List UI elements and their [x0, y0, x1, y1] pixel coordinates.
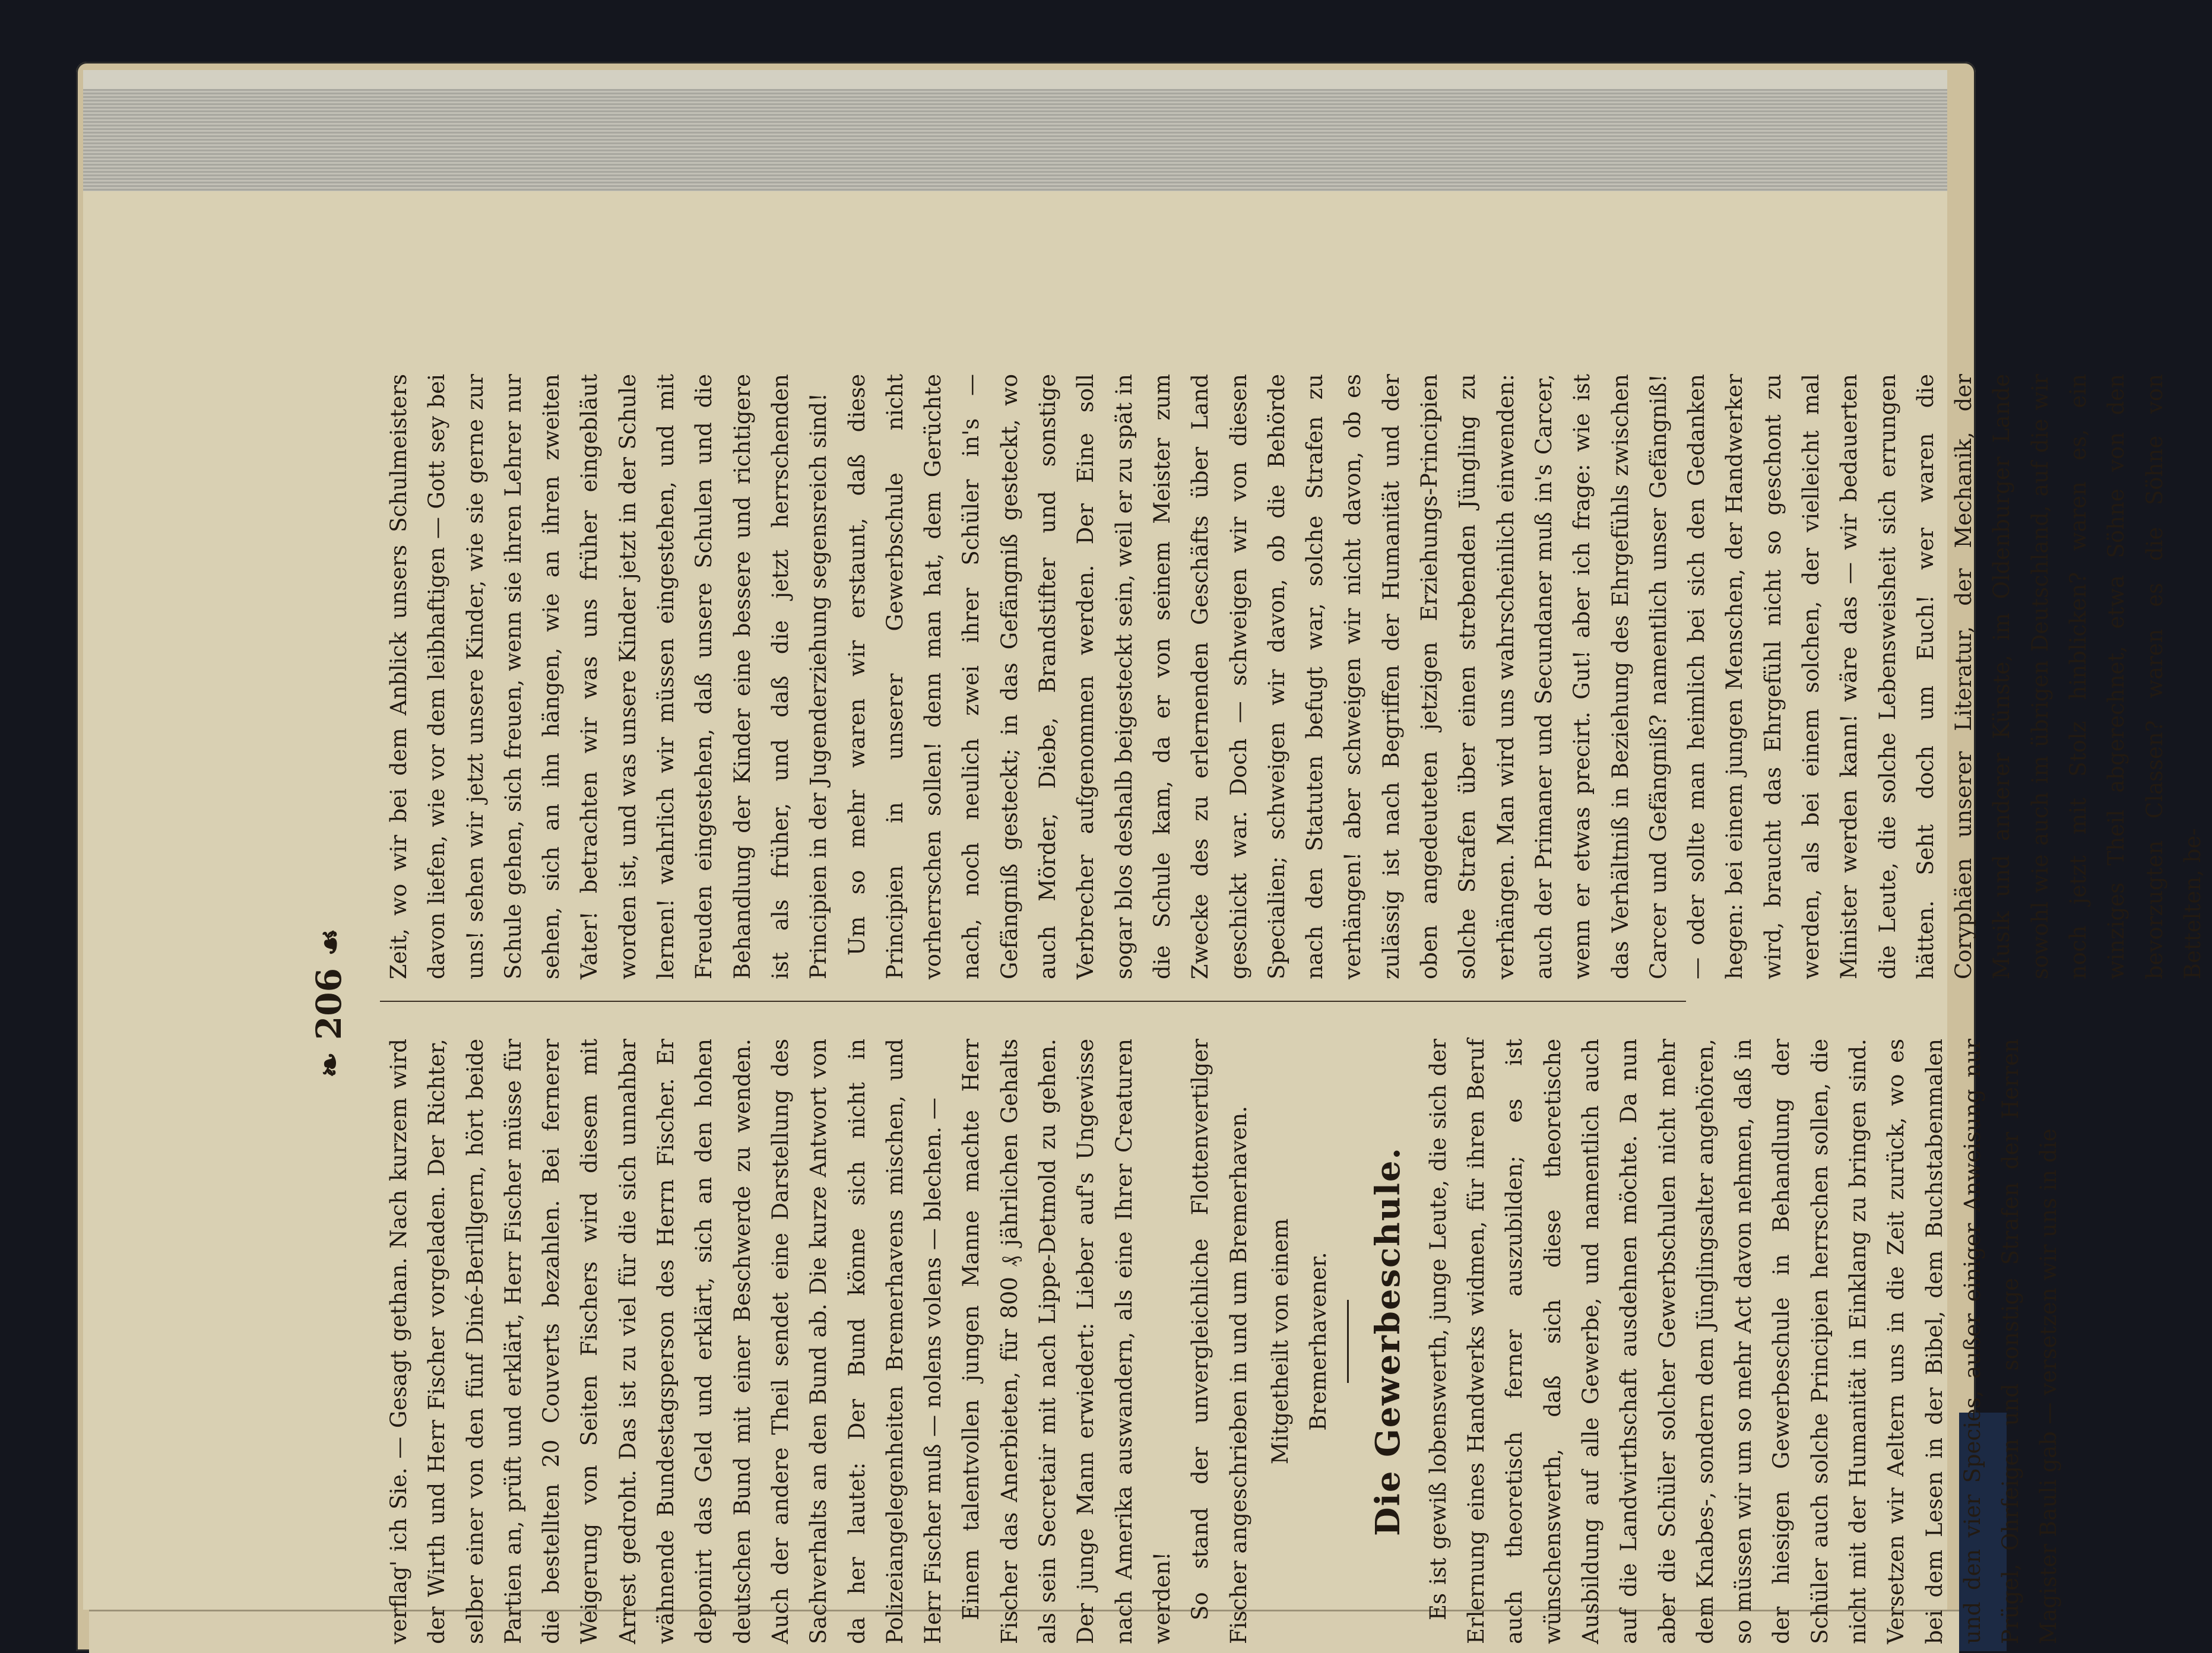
ornament-right: ☙	[312, 928, 348, 956]
page-number: 206	[309, 967, 349, 1040]
page-edges	[83, 89, 1947, 193]
paragraph: So stand der unvergleichliche Flottenvertilger Fischer angeschrieben in und um Bremerhaven.	[1187, 1039, 1251, 1644]
rotated-text-block	[309, 362, 2205, 1644]
page-header	[309, 928, 349, 1078]
paragraph: verflag' ich Sie. — Gesagt gethan. Nach kurzem wird der Wirth und Herr Fischer vorgeladen. Der Richter, selber einer von den fünf Diné-Berillgern, hört beide Partien an, prüft und erklärt, Herr Fischer müsse für die bestellten 20 Couverts bezahlen. Bei fernerer Weigerung von Seiten Fischers wird diesem mit Arrest gedroht. Das ist zu viel für die sich unnahbar wähnende Bundestagsperson des Herrn Fischer. Er deponirt das Geld und erklärt, sich an den hohen deutschen Bund mit einer Beschwerde zu wenden. Auch der andere Theil sendet eine Darstellung des Sachverhalts an den Bund ab. Die kurze Antwort von da her lautet: Der Bund könne sich nicht in Polizeiangelegenheiten Bremerhavens mischen, und Herr Fischer muß — nolens volens — blechen. —	[386, 1039, 946, 1644]
paragraph: Um so mehr waren wir erstaunt, daß diese Principien in unserer Gewerbschule nicht vorherrschen sollen! denn man hat, dem Gerüchte nach, noch neulich zwei ihrer Schüler in's — Gefängniß gesteckt; in das Gefängniß gesteckt, wo auch Mörder, Diebe, Brandstifter und sonstige Verbrecher aufgenommen werden. Der Eine soll sogar blos deshalb beigesteckt sein, weil er zu spät in die Schule kam, da er von seinem Meister zum Zwecke des zu erlernenden Geschäfts über Land geschickt war. Doch — schweigen wir von diesen Specialien; schweigen wir davon, ob die Behörde nach den Statuten befugt war, solche Strafen zu verhängen! aber schweigen wir nicht davon, ob es zulässig ist nach Begriffen der Humanität und der oben angedeuteten jetzigen Erziehungs-Principien solche Strafen über einen strebenden Jüngling zu verhängen. Man wird uns wahrscheinlich einwenden: auch der Primaner und Secundaner muß in's Carcer, wenn er etwas precirt. Gut! aber ich frage: wie ist das Verhältniß in Beziehung des Ehrgefühls zwischen Carcer und Gefängniß? namentlich unser Gefängniß! — oder sollte man heimlich bei sich den Gedanken hegen: bei einem jungen Menschen, der Handwerker wird, braucht das Ehrgefühl nicht so geschont zu werden, als bei einem solchen, der vielleicht mal Minister werden kann! wäre das — wir bedauerten die Leute, die solche Lebensweisheit sich errungen hätten. Seht doch um Euch! wer waren die Coryphäen unserer Literatur, der Mechanik, der Musik und anderer Künste, im Oldenburger Lande sowohl wie auch im übrigen Deutschland, auf die wir noch jetzt mit Stolz hinblicken? waren es, ein winziges Theil abgerechnet, etwa Söhne von den bevorzugten Classen? waren es die Söhne von Bettelten, be-	[844, 374, 2205, 979]
ornament-left: ❧	[312, 1052, 348, 1078]
left-column	[380, 1039, 2068, 1644]
paragraph: Es ist gewiß lobenswerth, junge Leute, die sich der Erlernung eines Handwerks widmen, für ihren Beruf auch theoretisch ferner auszubilden; es ist wünschenswerth, daß sich diese theoretische Ausbildung auf alle Gewerbe, und namentlich auch auf die Landwirthschaft ausdehnen möchte. Da nun aber die Schüler solcher Gewerbschulen nicht mehr dem Knabes-, sondern dem Jünglingsalter angehören, so müssen wir um so mehr Act davon nehmen, daß in der hiesigen Gewerbeschule in Behandlung der Schüler auch solche Principien herrschen sollen, die nicht mit der Humanität in Einklang zu bringen sind. Versetzen wir Aeltern uns in die Zeit zurück, wo es bei dem Lesen in der Bibel, dem Buchstabenmalen und den vier Species, außer einiger Anweisung nur Prügel, Ohrfeigen und sonstige Strafen der Herren Magister Bauli gab — versetzen wir uns in die	[1425, 1039, 2062, 1644]
paragraph: Zeit, wo wir bei dem Anblick unsers Schulmeisters davon liefen, wie vor dem leibhaftigen — Gott sey bei uns! sehen wir jetzt unsere Kinder, wie sie gerne zur Schule gehen, sich freuen, wenn sie ihren Lehrer nur sehen, sich an ihn hängen, wie an ihren zweiten Vater! betrachten wir was uns früher eingebläut worden ist, und was unsere Kinder jetzt in der Schule lernen! wahrlich wir müssen eingestehen, und mit Freuden eingestehen, daß unsere Schulen und die Behandlung der Kinder eine bessere und richtigere ist als früher, und daß die jetzt herrschenden Principien in der Jugenderziehung segensreich sind!	[386, 374, 832, 979]
paragraph: Einem talentvollen jungen Manne machte Herr Fischer das Anerbieten, für 800 ₰ jährlichen Gehalts als sein Secretair mit nach Lippe-Detmold zu gehen. Der junge Mann erwiedert: Lieber auf's Ungewisse nach Amerika auswandern, als eine Ihrer Creaturen werden!	[958, 1039, 1175, 1644]
column-divider	[380, 1001, 1686, 1002]
right-column	[380, 374, 2212, 979]
section-title: Die Gewerbeschule.	[1368, 1147, 1408, 1536]
attribution-line-1: Mitgetheilt von einem	[1267, 1218, 1293, 1465]
attribution-line-2: Bremerhavener.	[1305, 1252, 1332, 1431]
divider-rule	[1347, 1300, 1349, 1383]
